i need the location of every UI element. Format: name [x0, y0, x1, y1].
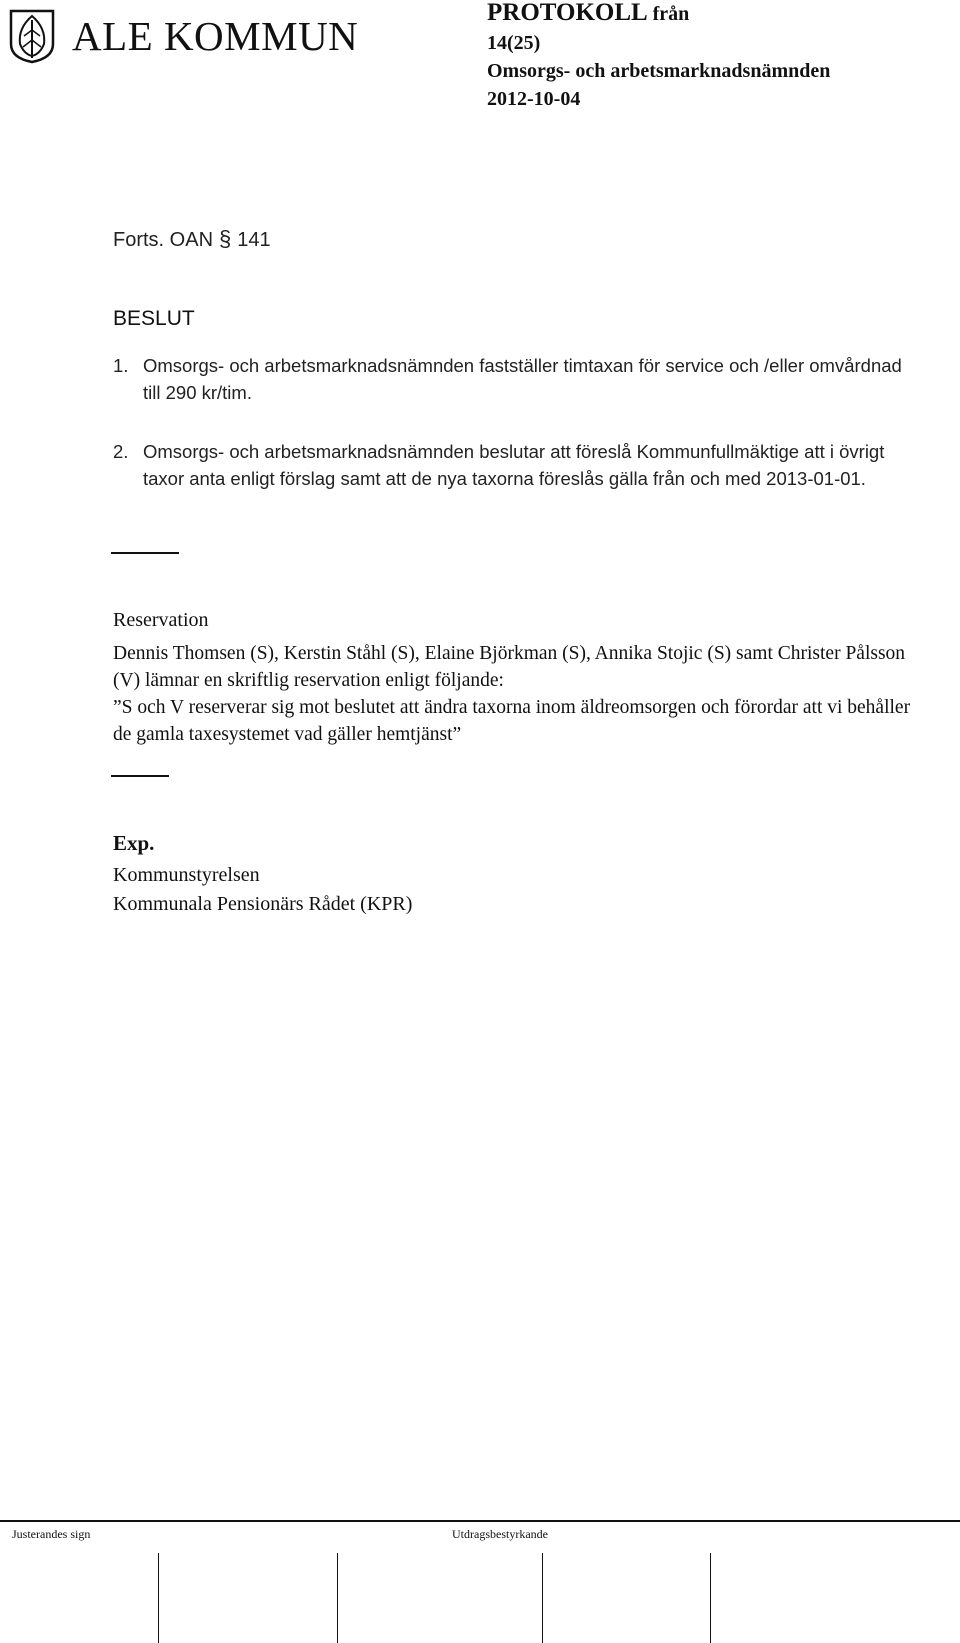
divider	[111, 552, 179, 554]
document-type-suffix: från	[652, 3, 690, 25]
continuation-prefix: Forts. OAN	[113, 229, 214, 251]
ale-kommun-logo	[8, 6, 358, 66]
signature-box-divider	[542, 1553, 543, 1643]
expedition-recipients	[113, 861, 412, 919]
certification-label: Utdragsbestyrkande	[452, 1527, 548, 1541]
document-type	[487, 0, 830, 25]
recipient: Kommunala Pensionärs Rådet (KPR)	[113, 893, 413, 915]
signature-box-divider	[710, 1553, 711, 1643]
meeting-date: 2012-10-04	[487, 88, 581, 110]
recipient: Kommunstyrelsen	[113, 864, 260, 886]
logo-wordmark: ALE KOMMUN	[72, 12, 359, 59]
beslut-heading: BESLUT	[113, 307, 195, 330]
decision-item	[113, 438, 923, 492]
decision-number: 1.	[113, 355, 129, 376]
signature-box-divider	[158, 1553, 159, 1643]
signature-box-divider	[337, 1553, 338, 1643]
document-type-title: PROTOKOLL	[487, 0, 647, 26]
continuation-reference	[113, 226, 271, 252]
divider	[111, 775, 169, 777]
decision-item	[113, 352, 923, 406]
committee-name: Omsorgs- och arbetsmarknadsnämnden	[487, 60, 831, 82]
signature-label: Justerandes sign	[12, 1527, 91, 1541]
document-header	[487, 0, 830, 109]
reservation-heading: Reservation	[113, 609, 209, 631]
decision-text: Omsorgs- och arbetsmarknadsnämnden beslutar att föreslå Kommunfullmäktige att i övrigt taxor anta enligt förslag samt att de nya taxorna föreslås gälla från och med 2013-01-01.	[143, 441, 885, 489]
decision-number: 2.	[113, 441, 129, 462]
section-symbol-icon: §	[219, 226, 232, 251]
reservation-text: Dennis Thomsen (S), Kerstin Ståhl (S), Elaine Björkman (S), Annika Stojic (S) samt Christer Pålsson (V) lämnar en skriftlig reservation enligt följande:	[113, 643, 906, 691]
page-number: 14(25)	[487, 32, 541, 54]
expedition-heading: Exp.	[113, 831, 155, 855]
tree-leaf-emblem-icon	[8, 8, 56, 64]
footer-divider	[0, 1520, 960, 1522]
decision-text: Omsorgs- och arbetsmarknadsnämnden fastställer timtaxan för service och /eller omvårdnad till 290 kr/tim.	[143, 355, 902, 403]
section-number: 141	[237, 229, 271, 251]
reservation-quote: ”S och V reserverar sig mot beslutet att ändra taxorna inom äldreomsorgen och förordar att vi behåller de gamla taxesystemet vad gäller hemtjänst”	[113, 697, 911, 745]
reservation-body	[113, 640, 923, 748]
